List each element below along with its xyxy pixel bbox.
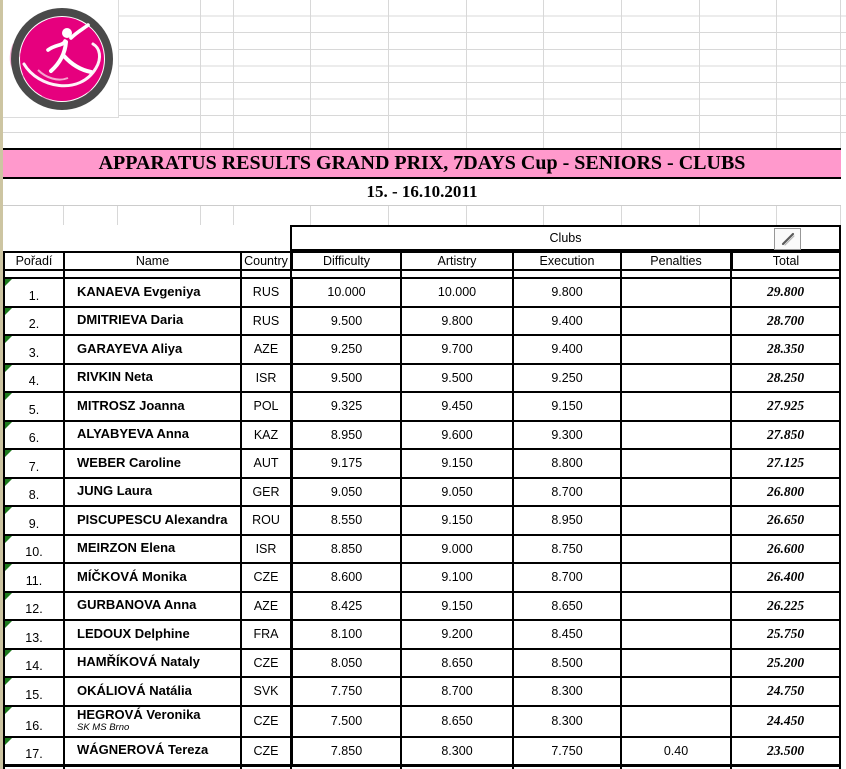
athlete-name: MEIRZON Elena [77,540,176,556]
gridline [200,206,201,225]
column-header-artistry[interactable]: Artistry [400,251,512,271]
athlete-name: DMITRIEVA Daria [77,312,184,328]
difficulty-cell[interactable]: 9.500 [290,363,400,392]
table-row [3,477,841,506]
execution-cell[interactable]: 7.750 [512,736,620,764]
name-cell[interactable] [63,277,240,306]
gridline [699,206,700,225]
name-cell[interactable] [63,736,240,764]
results-table [3,225,841,769]
artistry-cell[interactable]: 9.050 [400,477,512,506]
rank-value: 5. [28,402,40,417]
difficulty-cell[interactable]: 10.000 [290,277,400,306]
column-header-difficulty[interactable]: Difficulty [290,251,400,271]
event-date: 15. - 16.10.2011 [366,182,478,201]
country-cell[interactable]: ISR [240,534,290,563]
artistry-cell[interactable]: 9.800 [400,306,512,335]
country-cell[interactable]: CZE [240,648,290,677]
total-cell[interactable]: 28.700 [730,306,841,335]
athlete-name: WEBER Caroline [77,454,182,470]
rank-value: 9. [28,516,40,531]
cell-error-triangle-icon [5,678,12,685]
table-body [3,277,841,764]
total-cell[interactable]: 27.125 [730,448,841,477]
penalties-cell[interactable] [620,334,730,363]
name-cell[interactable] [63,562,240,591]
difficulty-cell[interactable]: 8.050 [290,648,400,677]
country-cell[interactable]: CZE [240,562,290,591]
country-cell[interactable]: AUT [240,448,290,477]
name-cell[interactable] [63,306,240,335]
gridline [233,0,234,148]
logo-image-box [3,0,119,118]
execution-cell[interactable]: 8.700 [512,562,620,591]
total-cell[interactable]: 27.850 [730,420,841,449]
penalties-cell[interactable]: 0.40 [620,736,730,764]
cell-error-triangle-icon [5,738,12,745]
difficulty-cell[interactable]: 7.750 [290,676,400,705]
cell-error-triangle-icon [5,479,12,486]
execution-cell[interactable]: 8.650 [512,591,620,620]
artistry-cell[interactable]: 10.000 [400,277,512,306]
table-row [3,391,841,420]
execution-cell[interactable]: 9.400 [512,334,620,363]
clubs-apparatus-icon [774,228,801,250]
column-header-rank[interactable]: Pořadí [3,251,63,271]
artistry-cell[interactable]: 9.200 [400,619,512,648]
name-cell[interactable] [63,448,240,477]
apparatus-group-header[interactable] [290,225,841,251]
gridline [840,206,841,225]
rank-cell[interactable] [3,420,63,449]
artistry-cell[interactable]: 8.650 [400,705,512,736]
name-cell[interactable] [63,363,240,392]
penalties-cell[interactable] [620,648,730,677]
rank-value: 12. [25,602,43,616]
athlete-name: OKÁLIOVÁ Natália [77,682,192,698]
country-cell[interactable]: KAZ [240,420,290,449]
athlete-name: LEDOUX Delphine [77,625,190,641]
table-row [3,534,841,563]
rank-cell[interactable] [3,306,63,335]
penalties-cell[interactable] [620,391,730,420]
table-row [3,306,841,335]
athlete-club: SK MS Brno [77,722,130,733]
artistry-cell[interactable]: 9.500 [400,363,512,392]
title-band[interactable] [3,148,841,179]
total-cell[interactable]: 26.600 [730,534,841,563]
penalties-cell[interactable] [620,619,730,648]
total-cell[interactable]: 25.200 [730,648,841,677]
country-cell[interactable]: RUS [240,306,290,335]
header-row [3,251,841,271]
rank-value: 3. [28,345,40,360]
country-cell[interactable]: ROU [240,505,290,534]
column-header-name[interactable]: Name [63,251,240,271]
difficulty-cell[interactable]: 8.600 [290,562,400,591]
gridline [543,206,544,225]
gymnast-ribbon-logo-icon [8,4,116,116]
total-cell[interactable]: 26.650 [730,505,841,534]
column-header-total[interactable]: Total [730,251,841,271]
cell-error-triangle-icon [5,536,12,543]
difficulty-cell[interactable]: 9.175 [290,448,400,477]
rank-value: 13. [25,630,43,645]
artistry-cell[interactable]: 8.300 [400,736,512,764]
rank-value: 14. [25,659,43,673]
penalties-cell[interactable] [620,676,730,705]
artistry-cell[interactable]: 9.000 [400,534,512,563]
gridline [776,0,777,148]
gridlines-background [3,0,846,148]
gridline [543,0,544,148]
country-cell[interactable]: RUS [240,277,290,306]
artistry-cell[interactable]: 9.450 [400,391,512,420]
gridline [840,0,841,148]
rank-cell[interactable] [3,591,63,620]
gridline [621,206,622,225]
cell-error-triangle-icon [5,308,12,315]
country-cell[interactable]: SVK [240,676,290,705]
cell-error-triangle-icon [5,621,12,628]
rank-cell[interactable] [3,391,63,420]
country-cell[interactable]: CZE [240,705,290,736]
difficulty-cell[interactable]: 8.850 [290,534,400,563]
rank-cell[interactable] [3,334,63,363]
name-cell[interactable] [63,705,240,736]
table-row [3,420,841,449]
country-cell[interactable]: ISR [240,363,290,392]
cell-error-triangle-icon [5,450,12,457]
penalties-cell[interactable] [620,562,730,591]
page-title: APPARATUS RESULTS GRAND PRIX, 7DAYS Cup - SENIORS - CLUBS [98,152,746,174]
difficulty-cell[interactable]: 7.500 [290,705,400,736]
difficulty-cell[interactable]: 7.850 [290,736,400,764]
total-cell[interactable]: 27.925 [730,391,841,420]
rank-cell[interactable] [3,648,63,677]
rank-cell[interactable] [3,676,63,705]
cell-error-triangle-icon [5,507,12,514]
execution-cell[interactable]: 8.300 [512,705,620,736]
athlete-name: WÁGNEROVÁ Tereza [77,742,209,758]
artistry-cell[interactable]: 9.150 [400,448,512,477]
cell-error-triangle-icon [5,365,12,372]
rank-cell[interactable] [3,736,63,764]
total-cell[interactable]: 28.250 [730,363,841,392]
artistry-cell[interactable]: 9.600 [400,420,512,449]
name-cell[interactable] [63,648,240,677]
table-row [3,334,841,363]
table-row [3,676,841,705]
artistry-cell[interactable]: 9.700 [400,334,512,363]
execution-cell[interactable]: 9.300 [512,420,620,449]
gridline [388,0,389,148]
sheet-left-edge [0,0,3,769]
rank-value: 7. [28,459,40,474]
name-cell[interactable] [63,534,240,563]
rank-cell[interactable] [3,705,63,736]
country-cell[interactable]: POL [240,391,290,420]
execution-cell[interactable]: 8.450 [512,619,620,648]
penalties-cell[interactable] [620,448,730,477]
country-cell[interactable]: AZE [240,334,290,363]
gridline [466,0,467,148]
difficulty-cell[interactable]: 9.500 [290,306,400,335]
name-cell[interactable] [63,676,240,705]
country-cell[interactable]: AZE [240,591,290,620]
total-cell[interactable]: 23.500 [730,736,841,764]
gridline [699,0,700,148]
apparatus-label: Clubs [549,231,582,245]
rank-value: 15. [25,687,43,702]
table-row [3,619,841,648]
gridline [310,0,311,148]
difficulty-cell[interactable]: 9.325 [290,391,400,420]
execution-cell[interactable]: 9.250 [512,363,620,392]
athlete-name: PISCUPESCU Alexandra [77,511,228,527]
rank-value: 8. [28,488,40,502]
rank-cell[interactable] [3,448,63,477]
cell-error-triangle-icon [5,336,12,343]
athlete-name: HEGROVÁ Veronika [77,707,201,723]
artistry-cell[interactable]: 8.700 [400,676,512,705]
artistry-cell[interactable]: 8.650 [400,648,512,677]
difficulty-cell[interactable]: 9.050 [290,477,400,506]
table-row [3,277,841,306]
artistry-cell[interactable]: 9.150 [400,505,512,534]
country-cell[interactable]: FRA [240,619,290,648]
name-cell[interactable] [63,505,240,534]
rank-value: 1. [28,288,40,303]
cell-error-triangle-icon [5,393,12,400]
difficulty-cell[interactable]: 8.425 [290,591,400,620]
rank-cell[interactable] [3,277,63,306]
total-cell[interactable]: 26.800 [730,477,841,506]
penalties-cell[interactable] [620,705,730,736]
artistry-cell[interactable]: 9.150 [400,591,512,620]
rank-value: 2. [28,317,40,331]
table-row [3,736,841,764]
table-row [3,591,841,620]
column-header-penalties[interactable]: Penalties [620,251,730,271]
athlete-name: GARAYEVA Aliya [77,340,183,356]
date-row[interactable] [3,179,841,206]
penalties-cell[interactable] [620,306,730,335]
column-header-country[interactable]: Country [240,251,290,271]
athlete-name: ALYABYEVA Anna [77,426,189,442]
artistry-cell[interactable]: 9.100 [400,562,512,591]
gridline [233,206,234,225]
total-cell[interactable]: 24.750 [730,676,841,705]
table-row [3,363,841,392]
penalties-cell[interactable] [620,420,730,449]
rank-value: 16. [25,718,43,733]
penalties-cell[interactable] [620,534,730,563]
cell-error-triangle-icon [5,593,12,600]
execution-cell[interactable]: 8.700 [512,477,620,506]
rank-cell[interactable] [3,562,63,591]
athlete-name: JUNG Laura [77,483,153,499]
penalties-cell[interactable] [620,477,730,506]
gridline [117,206,118,225]
table-row [3,505,841,534]
difficulty-cell[interactable]: 8.950 [290,420,400,449]
total-cell[interactable]: 28.350 [730,334,841,363]
athlete-name: RIVKIN Neta [77,369,153,385]
table-row [3,562,841,591]
country-cell[interactable]: GER [240,477,290,506]
athlete-name: MITROSZ Joanna [77,397,185,413]
table-row [3,448,841,477]
difficulty-cell[interactable]: 8.550 [290,505,400,534]
rank-cell[interactable] [3,363,63,392]
gridline [776,206,777,225]
cell-error-triangle-icon [5,650,12,657]
execution-cell[interactable]: 8.800 [512,448,620,477]
rank-cell[interactable] [3,534,63,563]
gridline [63,206,64,225]
rank-value: 11. [25,573,43,588]
rank-value: 4. [28,374,40,388]
rank-cell[interactable] [3,505,63,534]
table-row [3,705,841,736]
execution-cell[interactable]: 8.500 [512,648,620,677]
penalties-cell[interactable] [620,363,730,392]
total-cell[interactable]: 25.750 [730,619,841,648]
rank-cell[interactable] [3,619,63,648]
rank-cell[interactable] [3,477,63,506]
execution-cell[interactable]: 9.150 [512,391,620,420]
table-row [3,648,841,677]
cell-error-triangle-icon [5,564,12,571]
athlete-name: GURBANOVA Anna [77,597,197,613]
name-cell[interactable] [63,591,240,620]
penalties-cell[interactable] [620,277,730,306]
gridline [310,206,311,225]
gridline [621,0,622,148]
cell-error-triangle-icon [5,279,12,286]
penalties-cell[interactable] [620,591,730,620]
rank-value: 6. [28,431,40,445]
total-cell[interactable]: 24.450 [730,705,841,736]
total-cell[interactable]: 26.400 [730,562,841,591]
difficulty-cell[interactable]: 9.250 [290,334,400,363]
country-cell[interactable]: CZE [240,736,290,764]
execution-cell[interactable]: 8.300 [512,676,620,705]
execution-cell[interactable]: 8.950 [512,505,620,534]
name-cell[interactable] [63,619,240,648]
column-header-execution[interactable]: Execution [512,251,620,271]
athlete-name: KANAEVA Evgeniya [77,283,201,299]
name-cell[interactable] [63,391,240,420]
rank-value: 17. [25,746,43,761]
name-cell[interactable] [63,334,240,363]
execution-cell[interactable]: 9.400 [512,306,620,335]
cell-error-triangle-icon [5,422,12,429]
execution-cell[interactable]: 9.800 [512,277,620,306]
total-cell[interactable]: 29.800 [730,277,841,306]
execution-cell[interactable]: 8.750 [512,534,620,563]
gridline [200,0,201,148]
name-cell[interactable] [63,477,240,506]
athlete-name: MÍČKOVÁ Monika [77,568,187,584]
difficulty-cell[interactable]: 8.100 [290,619,400,648]
penalties-cell[interactable] [620,505,730,534]
gridline [388,206,389,225]
name-cell[interactable] [63,420,240,449]
cell-error-triangle-icon [5,707,12,714]
rank-value: 10. [25,545,43,559]
total-cell[interactable]: 26.225 [730,591,841,620]
gridline [466,206,467,225]
athlete-name: HAMŘÍKOVÁ Nataly [77,654,200,670]
